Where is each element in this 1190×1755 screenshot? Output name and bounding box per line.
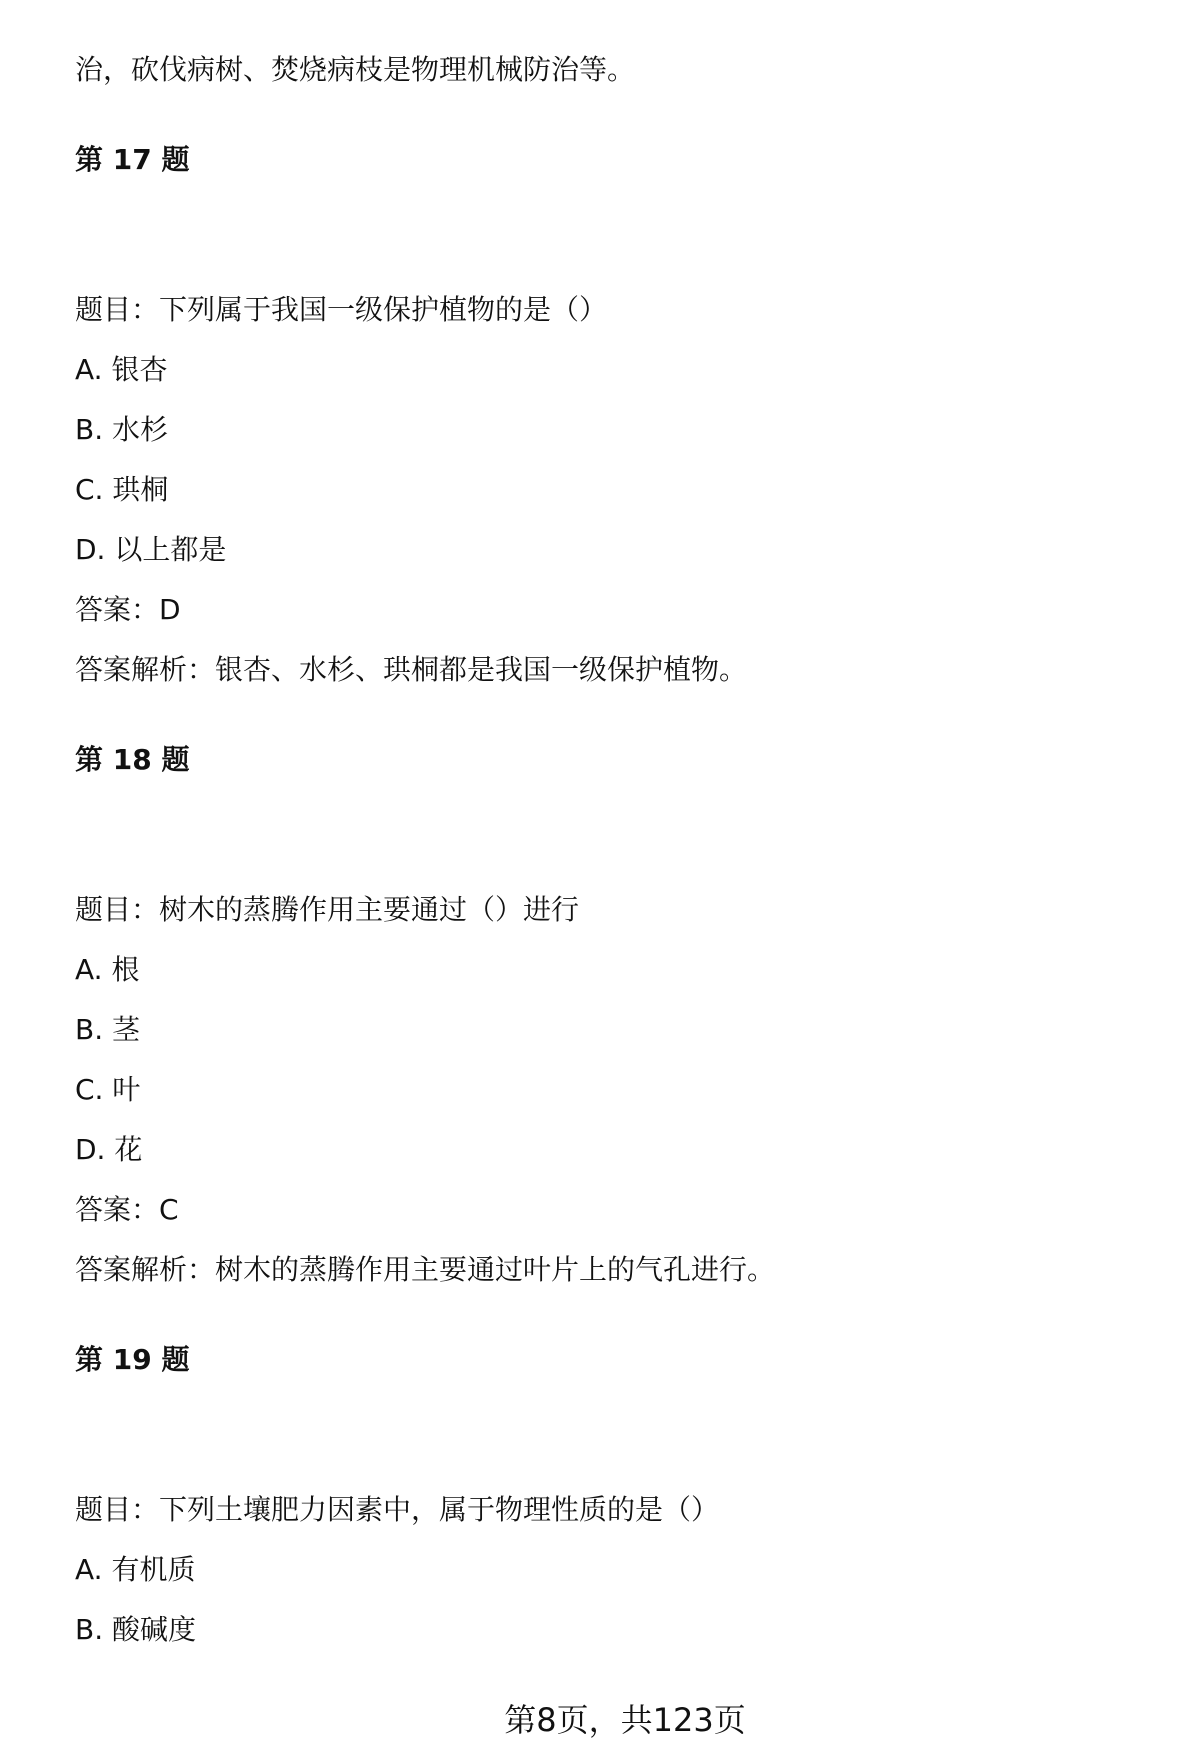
option-a: A. 根 xyxy=(75,953,140,986)
question-prompt: 题目：树木的蒸腾作用主要通过（）进行 xyxy=(75,893,580,926)
option-c: C. 珙桐 xyxy=(75,473,169,506)
option-b: B. 水杉 xyxy=(75,413,169,446)
option-a: A. 有机质 xyxy=(75,1553,196,1586)
question-prompt: 题目：下列土壤肥力因素中，属于物理性质的是（） xyxy=(75,1493,720,1526)
option-b: B. 酸碱度 xyxy=(75,1613,197,1646)
option-d: D. 以上都是 xyxy=(75,533,227,566)
answer: 答案：C xyxy=(75,1193,179,1226)
question-heading: 第 18 题 xyxy=(75,743,190,776)
option-d: D. 花 xyxy=(75,1133,143,1166)
answer-explanation: 答案解析：银杏、水杉、珙桐都是我国一级保护植物。 xyxy=(75,653,748,686)
option-b: B. 茎 xyxy=(75,1013,141,1046)
continued-text: 治，砍伐病树、焚烧病枝是物理机械防治等。 xyxy=(75,53,636,86)
question-heading: 第 17 题 xyxy=(75,143,190,176)
answer-explanation: 答案解析：树木的蒸腾作用主要通过叶片上的气孔进行。 xyxy=(75,1253,776,1286)
option-c: C. 叶 xyxy=(75,1073,141,1106)
answer: 答案：D xyxy=(75,593,181,626)
page-number-footer: 第8页，共123页 xyxy=(504,1701,746,1739)
question-heading: 第 19 题 xyxy=(75,1343,190,1376)
question-prompt: 题目：下列属于我国一级保护植物的是（） xyxy=(75,293,608,326)
option-a: A. 银杏 xyxy=(75,353,168,386)
